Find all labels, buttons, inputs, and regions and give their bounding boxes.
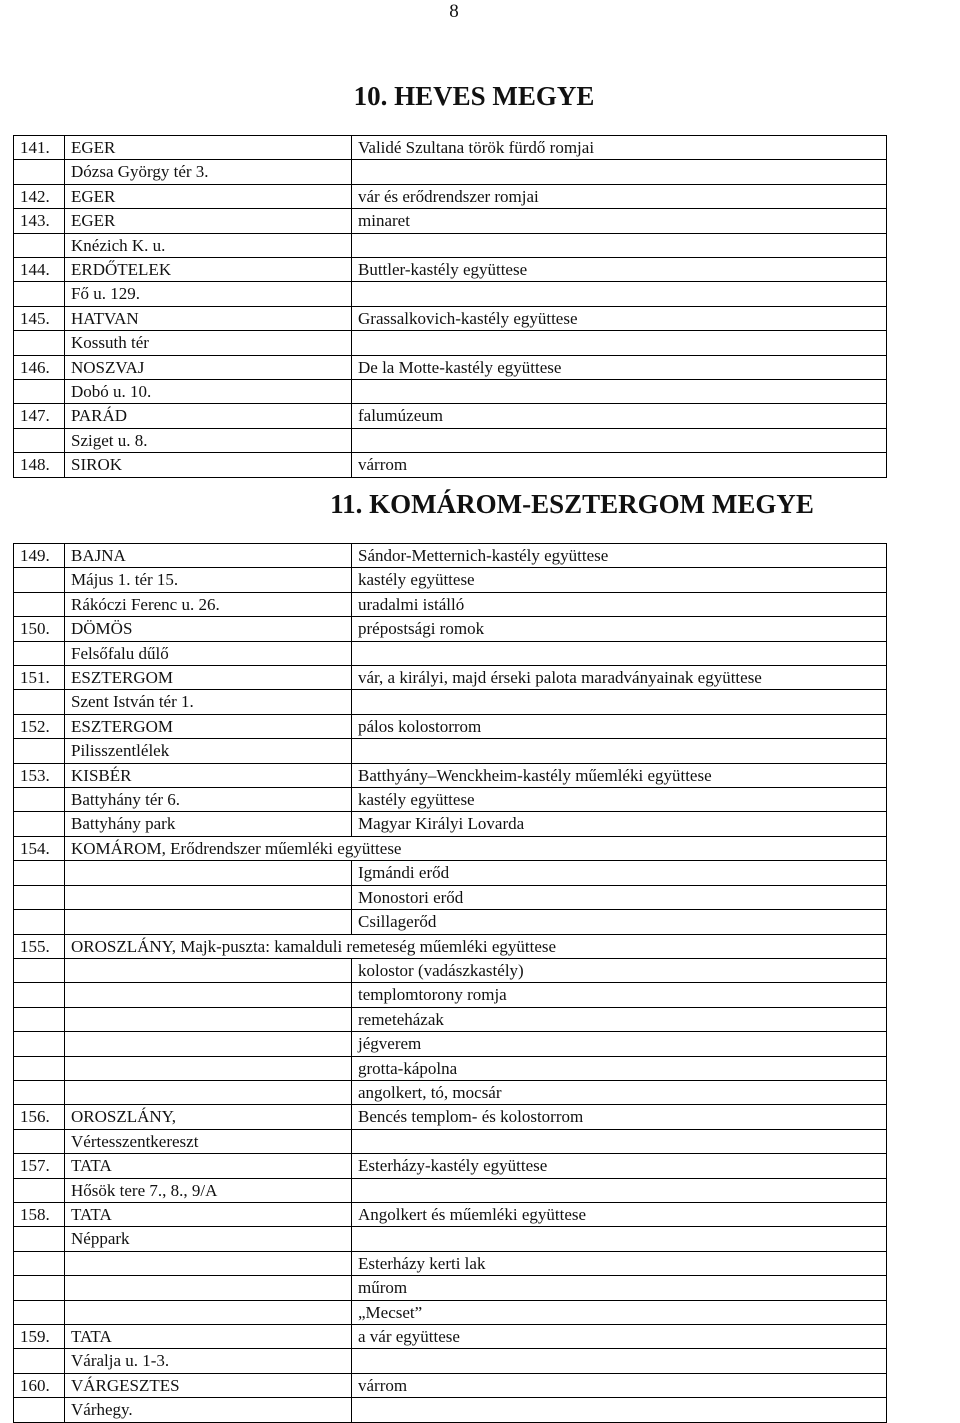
table-row	[14, 1080, 887, 1104]
row-number	[14, 910, 65, 934]
row-number	[14, 568, 65, 592]
table-row	[14, 209, 887, 233]
row-number	[14, 739, 65, 763]
table-row	[14, 404, 887, 428]
table-row	[14, 1032, 887, 1056]
row-location	[65, 1300, 352, 1324]
row-monument: Igmándi erőd	[352, 861, 887, 885]
row-heading: KOMÁROM, Erődrendszer műemléki együttese	[65, 836, 887, 860]
table-row	[14, 568, 887, 592]
row-number	[14, 1032, 65, 1056]
table-row	[14, 1251, 887, 1275]
row-monument: „Mecset”	[352, 1300, 887, 1324]
section-title-heves: 10. HEVES MEGYE	[353, 81, 595, 111]
row-location	[65, 1276, 352, 1300]
table-row	[14, 544, 887, 568]
row-number: 145.	[14, 306, 65, 330]
row-monument: várrom	[352, 453, 887, 477]
table-row	[14, 983, 887, 1007]
row-monument: Esterházy kerti lak	[352, 1251, 887, 1275]
row-monument: Sándor-Metternich-kastély együttese	[352, 544, 887, 568]
row-monument: minaret	[352, 209, 887, 233]
row-monument	[352, 331, 887, 355]
row-number	[14, 1227, 65, 1251]
row-monument	[352, 641, 887, 665]
row-number: 160.	[14, 1373, 65, 1397]
row-number: 144.	[14, 258, 65, 282]
row-location	[65, 1007, 352, 1031]
row-location: DÖMÖS	[65, 617, 352, 641]
row-monument: jégverem	[352, 1032, 887, 1056]
row-location: KISBÉR	[65, 763, 352, 787]
row-location: Battyhány tér 6.	[65, 788, 352, 812]
table-row	[14, 861, 887, 885]
row-monument	[352, 160, 887, 184]
row-monument	[352, 1129, 887, 1153]
row-location: Hősök tere 7., 8., 9/A	[65, 1178, 352, 1202]
row-number	[14, 1251, 65, 1275]
row-number	[14, 592, 65, 616]
row-location: HATVAN	[65, 306, 352, 330]
row-number: 159.	[14, 1325, 65, 1349]
row-monument: műrom	[352, 1276, 887, 1300]
table-row	[14, 592, 887, 616]
table-row	[14, 160, 887, 184]
table-row	[14, 641, 887, 665]
table-row	[14, 428, 887, 452]
table-row	[14, 282, 887, 306]
row-monument: falumúzeum	[352, 404, 887, 428]
row-monument: grotta-kápolna	[352, 1056, 887, 1080]
row-number: 151.	[14, 666, 65, 690]
row-monument	[352, 282, 887, 306]
row-number: 149.	[14, 544, 65, 568]
table-row	[14, 331, 887, 355]
row-number	[14, 1349, 65, 1373]
row-location	[65, 910, 352, 934]
row-monument: Validé Szultana török fürdő romjai	[352, 136, 887, 160]
row-monument: Magyar Királyi Lovarda	[352, 812, 887, 836]
section-title-komarom-esztergom: 11. KOMÁROM-ESZTERGOM MEGYE	[330, 489, 814, 519]
page-number: 8	[449, 1, 459, 22]
table-row	[14, 812, 887, 836]
table-row	[14, 1202, 887, 1226]
table-row	[14, 934, 887, 958]
row-number	[14, 1398, 65, 1422]
table-row	[14, 666, 887, 690]
row-location: TATA	[65, 1325, 352, 1349]
table-row	[14, 690, 887, 714]
row-number	[14, 1300, 65, 1324]
row-number	[14, 1178, 65, 1202]
table-row	[14, 1056, 887, 1080]
row-location: EGER	[65, 184, 352, 208]
row-location: Várhegy.	[65, 1398, 352, 1422]
row-number: 141.	[14, 136, 65, 160]
table-row	[14, 233, 887, 257]
row-location: ESZTERGOM	[65, 714, 352, 738]
table-row	[14, 788, 887, 812]
row-number: 150.	[14, 617, 65, 641]
row-monument	[352, 428, 887, 452]
row-location	[65, 1032, 352, 1056]
row-monument	[352, 1349, 887, 1373]
row-monument: prépostsági romok	[352, 617, 887, 641]
row-monument	[352, 233, 887, 257]
row-location: Váralja u. 1-3.	[65, 1349, 352, 1373]
table-row	[14, 380, 887, 404]
row-location: Fő u. 129.	[65, 282, 352, 306]
row-location: Szent István tér 1.	[65, 690, 352, 714]
row-location: TATA	[65, 1202, 352, 1226]
row-location: Knézich K. u.	[65, 233, 352, 257]
row-monument: De la Motte-kastély együttese	[352, 355, 887, 379]
row-location	[65, 983, 352, 1007]
table-row	[14, 1325, 887, 1349]
row-location: Sziget u. 8.	[65, 428, 352, 452]
row-location: Felsőfalu dűlő	[65, 641, 352, 665]
row-number: 157.	[14, 1154, 65, 1178]
row-number	[14, 331, 65, 355]
row-monument: Angolkert és műemléki együttese	[352, 1202, 887, 1226]
table-row	[14, 739, 887, 763]
table-row	[14, 1349, 887, 1373]
table-row	[14, 885, 887, 909]
table-row	[14, 958, 887, 982]
table-row	[14, 258, 887, 282]
komarom-esztergom-monument-table	[13, 543, 887, 1423]
row-number: 146.	[14, 355, 65, 379]
row-number: 147.	[14, 404, 65, 428]
row-number: 156.	[14, 1105, 65, 1129]
row-monument	[352, 380, 887, 404]
row-monument: kolostor (vadászkastély)	[352, 958, 887, 982]
row-location: Dózsa György tér 3.	[65, 160, 352, 184]
row-monument: kastély együttese	[352, 568, 887, 592]
row-monument: vár, a királyi, majd érseki palota maradványainak együttese	[352, 666, 887, 690]
row-location: ESZTERGOM	[65, 666, 352, 690]
table-row	[14, 1129, 887, 1153]
row-monument: Monostori erőd	[352, 885, 887, 909]
row-number: 153.	[14, 763, 65, 787]
row-number	[14, 428, 65, 452]
row-location: VÁRGESZTES	[65, 1373, 352, 1397]
row-location: Kossuth tér	[65, 331, 352, 355]
row-monument: remeteházak	[352, 1007, 887, 1031]
row-monument	[352, 690, 887, 714]
table-row	[14, 1276, 887, 1300]
row-monument	[352, 1398, 887, 1422]
row-location: Battyhány park	[65, 812, 352, 836]
heves-monument-table	[13, 135, 887, 478]
row-location	[65, 1056, 352, 1080]
table-row	[14, 453, 887, 477]
row-number	[14, 1276, 65, 1300]
row-monument: várrom	[352, 1373, 887, 1397]
row-number	[14, 1056, 65, 1080]
row-location: PARÁD	[65, 404, 352, 428]
row-location: ERDŐTELEK	[65, 258, 352, 282]
row-location: OROSZLÁNY,	[65, 1105, 352, 1129]
table-row	[14, 1007, 887, 1031]
row-location	[65, 861, 352, 885]
table-row	[14, 1178, 887, 1202]
table-row	[14, 714, 887, 738]
row-location	[65, 885, 352, 909]
row-location	[65, 958, 352, 982]
row-location: EGER	[65, 209, 352, 233]
row-number	[14, 641, 65, 665]
row-number	[14, 1007, 65, 1031]
row-number	[14, 885, 65, 909]
table-row	[14, 1154, 887, 1178]
row-location: BAJNA	[65, 544, 352, 568]
table-row	[14, 1300, 887, 1324]
row-location: EGER	[65, 136, 352, 160]
row-number	[14, 380, 65, 404]
table-row	[14, 136, 887, 160]
table-row	[14, 1105, 887, 1129]
row-number	[14, 861, 65, 885]
row-monument: Bencés templom- és kolostorrom	[352, 1105, 887, 1129]
table-row	[14, 1398, 887, 1422]
row-location	[65, 1080, 352, 1104]
table-row	[14, 355, 887, 379]
row-number: 152.	[14, 714, 65, 738]
row-number: 155.	[14, 934, 65, 958]
row-number	[14, 1080, 65, 1104]
row-monument: Buttler-kastély együttese	[352, 258, 887, 282]
row-monument: uradalmi istálló	[352, 592, 887, 616]
table-row	[14, 836, 887, 860]
row-monument	[352, 1227, 887, 1251]
row-heading: OROSZLÁNY, Majk-puszta: kamalduli remeteség műemléki együttese	[65, 934, 887, 958]
row-number	[14, 983, 65, 1007]
row-monument: Batthyány–Wenckheim-kastély műemléki együttese	[352, 763, 887, 787]
row-monument: pálos kolostorrom	[352, 714, 887, 738]
row-number	[14, 958, 65, 982]
row-monument: vár és erődrendszer romjai	[352, 184, 887, 208]
row-number	[14, 1129, 65, 1153]
row-number: 143.	[14, 209, 65, 233]
row-number: 148.	[14, 453, 65, 477]
table-row	[14, 184, 887, 208]
row-location: NOSZVAJ	[65, 355, 352, 379]
row-location: TATA	[65, 1154, 352, 1178]
row-monument: Grassalkovich-kastély együttese	[352, 306, 887, 330]
row-location: Vértesszentkereszt	[65, 1129, 352, 1153]
row-number	[14, 160, 65, 184]
row-location: Pilisszentlélek	[65, 739, 352, 763]
row-location	[65, 1251, 352, 1275]
row-monument: angolkert, tó, mocsár	[352, 1080, 887, 1104]
row-number	[14, 690, 65, 714]
row-location: Néppark	[65, 1227, 352, 1251]
table-row	[14, 306, 887, 330]
row-monument	[352, 1178, 887, 1202]
row-monument: Csillagerőd	[352, 910, 887, 934]
row-number	[14, 282, 65, 306]
row-monument: kastély együttese	[352, 788, 887, 812]
table-row	[14, 910, 887, 934]
table-row	[14, 763, 887, 787]
row-number	[14, 233, 65, 257]
row-monument: a vár együttese	[352, 1325, 887, 1349]
row-monument	[352, 739, 887, 763]
row-monument: templomtorony romja	[352, 983, 887, 1007]
row-location: SIROK	[65, 453, 352, 477]
row-number: 158.	[14, 1202, 65, 1226]
row-number: 142.	[14, 184, 65, 208]
row-location: Május 1. tér 15.	[65, 568, 352, 592]
table-row	[14, 617, 887, 641]
row-number: 154.	[14, 836, 65, 860]
row-number	[14, 812, 65, 836]
row-location: Rákóczi Ferenc u. 26.	[65, 592, 352, 616]
row-number	[14, 788, 65, 812]
table-row	[14, 1373, 887, 1397]
row-monument: Esterházy-kastély együttese	[352, 1154, 887, 1178]
row-location: Dobó u. 10.	[65, 380, 352, 404]
table-row	[14, 1227, 887, 1251]
